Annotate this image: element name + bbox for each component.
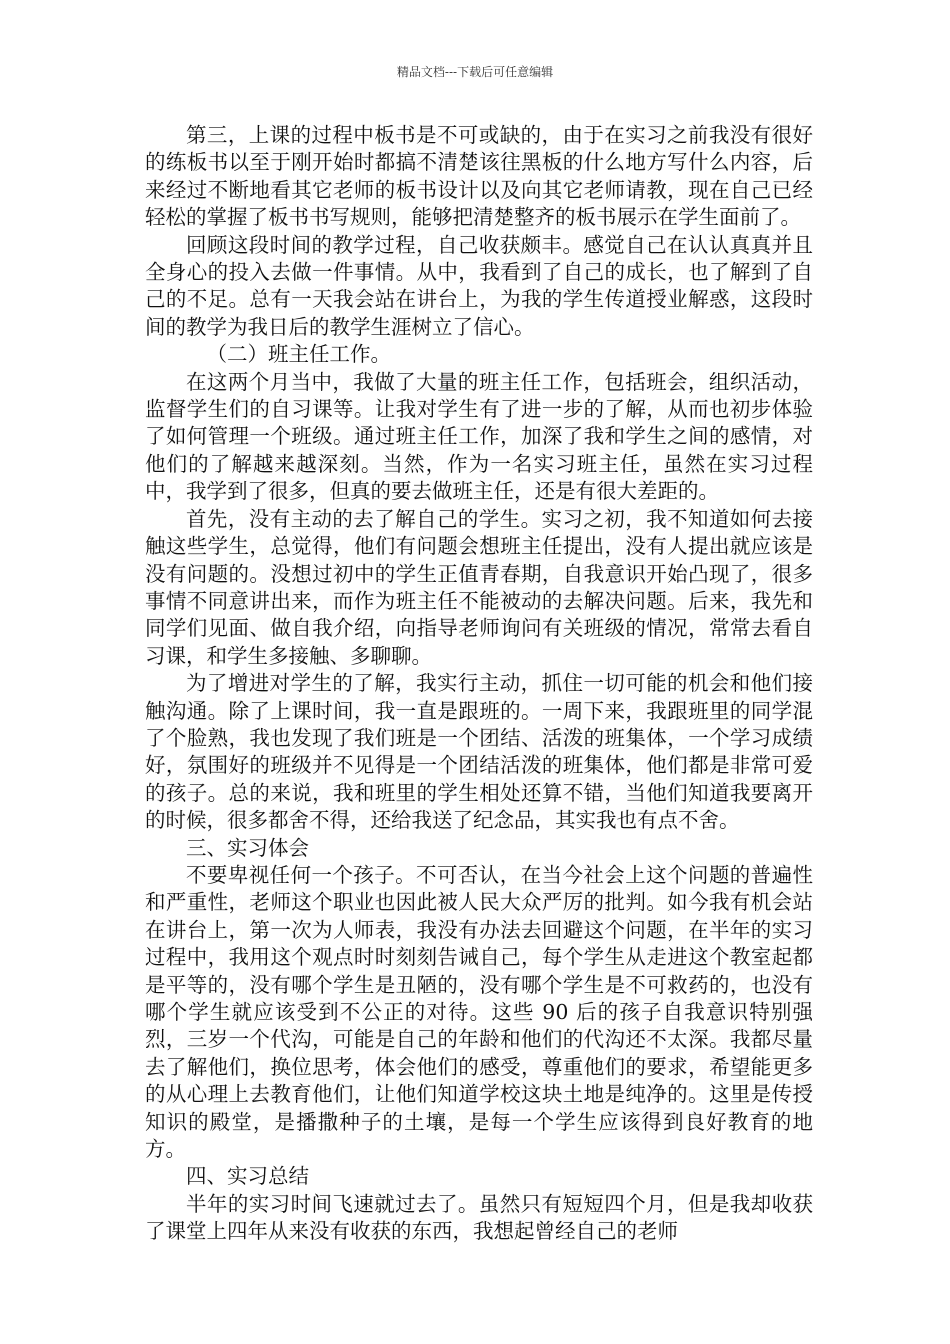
paragraph-respect-every-child: 不要卑视任何一个孩子。不可否认，在当今社会上这个问题的普遍性和严重性，老师这个职业也因此被人民大众严厉的批判。如今我有机会站在讲台上，第一次为人师表，我没有办法去回避这个问题，在半年的实习过程中，我用这个观点时时刻刻告诫自己，每个学生从走进这个教室起都是平等的，没有哪个学生是丑陋的，没有哪个学生是不可救药的，也没有哪个学生就应该受到不公正的对待。这些 90 后的孩子自我意识特别强烈，三岁一个代沟，可能是自己的年龄和他们的代沟还不太深。我都尽量去了解他们，换位思考，体会他们的感受，尊重他们的要求，希望能更多的从心理上去教育他们，让他们知道学校这块土地是纯净的。这里是传授知识的殿堂，是播撒种子的土壤，是每一个学生应该得到良好教育的地方。 (145, 862, 813, 1162)
page-header: 精品文档---下载后可任意编辑 (396, 65, 554, 79)
paragraph-know-students: 首先，没有主动的去了解自己的学生。实习之初，我不知道如何去接触这些学生，总觉得，他们有问题会想班主任提出，没有人提出就应该是没有问题的。没想过初中的学生正值青春期，自我意识开始凸现了，很多事情不同意讲出来，而作为班主任不能被动的去解决问题。后来，我先和同学们见面、做自我介绍，向指导老师询问有关班级的情况，常常去看自习课，和学生多接触、多聊聊。 (145, 506, 813, 668)
section-heading-internship-reflection: 三、实习体会 (186, 835, 309, 860)
paragraph-homeroom-duties: 在这两个月当中，我做了大量的班主任工作，包括班会，组织活动，监督学生们的自习课等。让我对学生有了进一步的了解，从而也初步体验了如何管理一个班级。通过班主任工作，加深了我和学生之间的感情，对他们的了解越来越深刻。当然，作为一名实习班主任，虽然在实习过程中，我学到了很多，但真的要去做班主任，还是有很大差距的。 (145, 369, 813, 504)
document-body (145, 122, 813, 1246)
paragraph-summary: 半年的实习时间飞速就过去了。虽然只有短短四个月，但是我却收获了课堂上四年从来没有收获的东西，我想起曾经自己的老师 (145, 1191, 813, 1244)
section-heading-internship-summary: 四、实习总结 (186, 1164, 309, 1189)
paragraph-communication: 为了增进对学生的了解，我实行主动，抓住一切可能的机会和他们接触沟通。除了上课时间，我一直是跟班的。一周下来，我跟班里的同学混了个脸熟，我也发现了我们班是一个团结、活泼的班集体，一个学习成绩好，氛围好的班级并不见得是一个团结活泼的班集体，他们都是非常可爱的孩子。总的来说，我和班里的学生相处还算不错，当他们知道我要离开的时候，很多都舍不得，还给我送了纪念品，其实我也有点不舍。 (145, 671, 813, 833)
paragraph-teaching-review: 回顾这段时间的教学过程，自己收获颇丰。感觉自己在认认真真并且全身心的投入去做一件事情。从中，我看到了自己的成长，也了解到了自己的不足。总有一天我会站在讲台上，为我的学生传道授业解惑，这段时间的教学为我日后的教学生涯树立了信心。 (145, 232, 813, 339)
section-heading-homeroom-work: （二）班主任工作。 (206, 342, 391, 367)
paragraph-blackboard-writing: 第三，上课的过程中板书是不可或缺的，由于在实习之前我没有很好的练板书以至于刚开始时都搞不清楚该往黑板的什么地方写什么内容，后来经过不断地看其它老师的板书设计以及向其它老师请教，现在自己已经轻松的掌握了板书书写规则，能够把清楚整齐的板书展示在学生面前了。 (145, 123, 813, 230)
